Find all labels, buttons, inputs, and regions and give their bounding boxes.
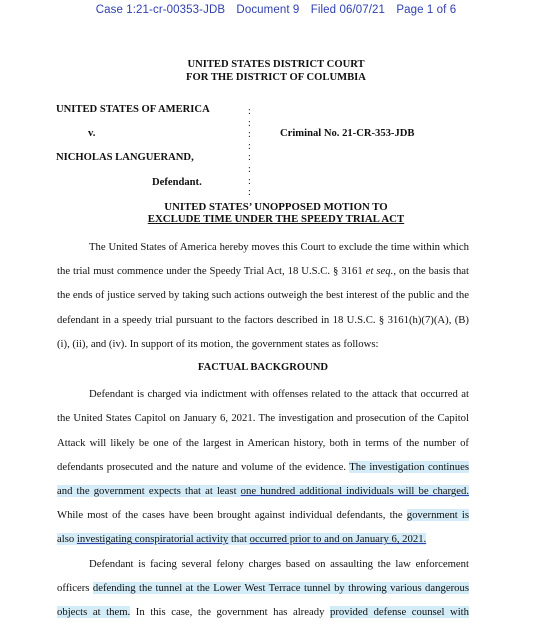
highlight-4: provided defense counsel with — [330, 606, 469, 619]
filed-date: Filed 06/07/21 — [310, 4, 386, 16]
court-title — [0, 58, 552, 84]
document-number: Document 9 — [236, 4, 300, 16]
motion-title — [0, 201, 552, 225]
paragraph-3 — [57, 552, 469, 625]
paragraph-1 — [57, 235, 469, 356]
case-number: Case 1:21-cr-00353-JDB — [95, 4, 226, 16]
defendant-role: Defendant. — [152, 177, 202, 188]
court-line-2: FOR THE DISTRICT OF COLUMBIA — [186, 72, 366, 83]
case-caption — [56, 104, 506, 199]
highlight-2-underlined: investigating conspiratorial activity — [76, 533, 229, 546]
page-number: Page 1 of 6 — [396, 4, 457, 16]
paragraph-3-text-a: Defendant is facing several felony charges based on assaulting the law enforcement officers — [57, 557, 469, 594]
paragraph-3-text-b: In this case, the government has already — [130, 606, 330, 619]
paragraph-1-text-a: The United States of America hereby moves this Court to exclude the time within which the trial must commence under the Speedy Trial Act, 18 U.S.C. § 3161 — [57, 241, 469, 278]
plaintiff-name: UNITED STATES OF AMERICA — [56, 104, 210, 115]
highlight-1-text: The investigation continues and the government expects that at least — [57, 460, 469, 498]
paragraph-2-text-b: While most of the cases have been brought against individual defendants, the — [57, 509, 407, 522]
criminal-number: Criminal No. 21-CR-353-JDB — [280, 128, 415, 139]
ecf-header — [0, 4, 552, 16]
paragraph-1-italic: et seq. — [365, 265, 394, 278]
paragraph-2 — [57, 382, 469, 551]
motion-title-line-1: UNITED STATES’ UNOPPOSED MOTION TO — [164, 201, 388, 213]
motion-title-line-2: EXCLUDE TIME UNDER THE SPEEDY TRIAL ACT — [147, 213, 405, 225]
highlight-1-underlined: one hundred additional individuals will be charged. — [240, 485, 469, 498]
caption-colons: : : : : : : : : — [248, 106, 251, 199]
section-heading: FACTUAL BACKGROUND — [197, 362, 329, 374]
document-body — [57, 235, 469, 624]
versus-label: v. — [88, 128, 96, 139]
paragraph-1-text-b: , on the basis that the ends of justice served by taking such actions outweigh the best interest of the public and the defendant in a speedy trial pursuant to the factors described in 18 U.S.C. § 3161(h)(7)(A), (B)(i), (ii), and (iv). In support of its motion, the government states as follows: — [57, 265, 469, 350]
defendant-name: NICHOLAS LANGUERAND, — [56, 152, 194, 163]
highlight-2-text-b: that — [228, 533, 250, 546]
court-line-1: UNITED STATES DISTRICT COURT — [187, 59, 365, 70]
highlight-3: defending the tunnel at the Lower West Terrace tunnel by throwing various dangerous objects at them. — [57, 581, 469, 619]
highlight-2-underlined-2: occurred prior to and on January 6, 2021. — [249, 533, 427, 546]
highlight-2-text: government is also — [57, 509, 470, 546]
paragraph-2-text-a: Defendant is charged via indictment with offenses related to the attack that occurred at the United States Capitol on January 6, 2021. The investigation and prosecution of the Capitol Attack will likely be one of the largest in American history, both in terms of the number of defendants prosecuted and the nature and volume of the evidence. — [57, 388, 469, 473]
